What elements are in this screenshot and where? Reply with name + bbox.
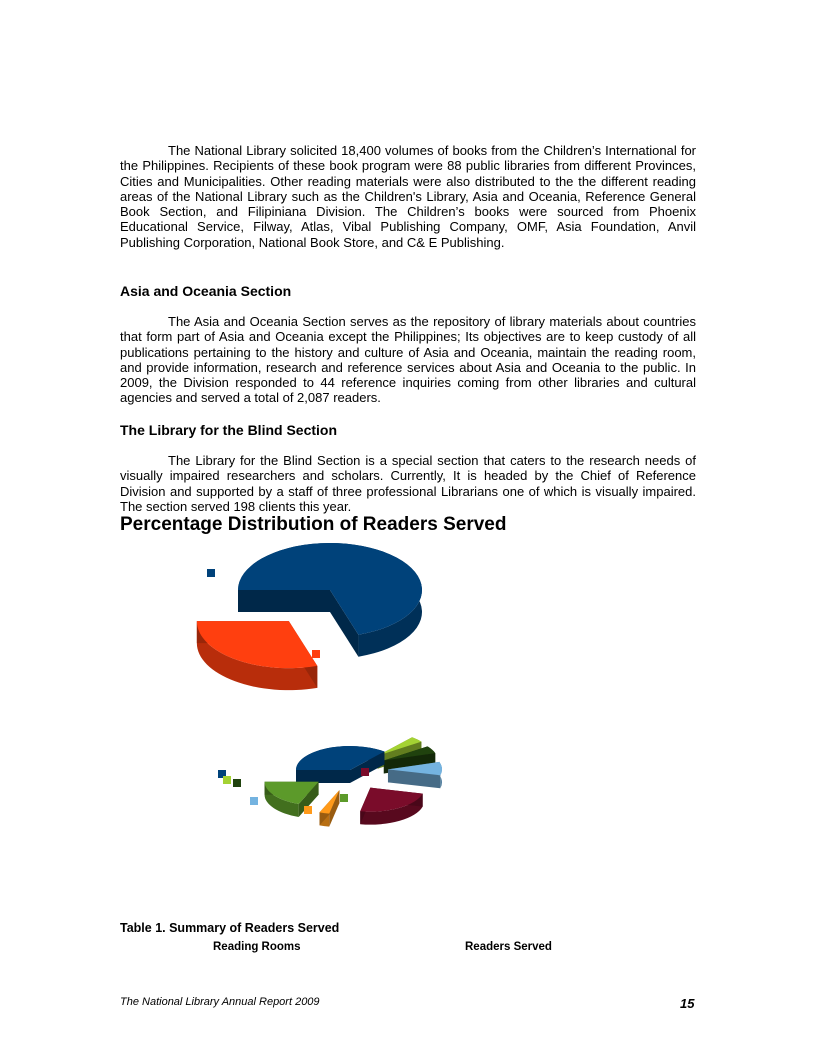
pie-slice-2-4: [388, 762, 442, 788]
legend-marker-1-2: [312, 650, 320, 658]
legend-marker-2-6: [304, 806, 312, 814]
pie-slice-2-5: [360, 788, 422, 825]
page-number: 15: [680, 996, 695, 1011]
blind-section-paragraph: The Library for the Blind Section is a special section that caters to the research needs of visually impaired researchers and scholars. Currently, It is headed by the Chief of Reference Division and supported by a staff of three professional Librarians one of which is visually impaired. The section served 198 clients this year.: [120, 453, 696, 514]
pie-slice-2-3: [384, 746, 435, 773]
pie-slice-1-2: [197, 621, 317, 690]
column-header-reading-rooms: Reading Rooms: [213, 941, 301, 953]
footer-report-title: The National Library Annual Report 2009: [120, 996, 320, 1008]
table-caption: Table 1. Summary of Readers Served: [120, 921, 340, 935]
chart-title: Percentage Distribution of Readers Served: [120, 514, 507, 535]
pie-slice-2-2: [378, 737, 422, 768]
pie-slice-2-7: [265, 782, 319, 817]
legend-marker-2-5: [361, 768, 369, 776]
legend-marker-2-7: [340, 794, 348, 802]
pie-slice-1-1: [238, 543, 422, 657]
legend-marker-2-1: [218, 770, 226, 778]
blind-section-heading: The Library for the Blind Section: [120, 422, 338, 438]
pie-slice-2-6: [320, 790, 340, 827]
asia-oceania-paragraph: The Asia and Oceania Section serves as the repository of library materials about countries that form part of Asia and Oceania except the Philippines; Its objectives are to keep custody of all publications pertaining to the history and culture of Asia and Oceania, maintain the reading room, and provide information, research and reference services about Asia and Oceania to the public. In 2009, the Division responded to 44 reference inquiries coming from other libraries and cultural agencies and served a total of 2,087 readers.: [120, 314, 696, 406]
legend-marker-2-2: [223, 776, 231, 784]
pie-slice-2-1: [296, 746, 384, 783]
pie-chart-1: [197, 543, 422, 690]
intro-paragraph: The National Library solicited 18,400 volumes of books from the Children’s International for the Philippines. Recipients of these book program were 88 public libraries from different Provinces, Cities and Municipalities. Other reading materials were also distributed to the the different reading areas of the National Library such as the Children's Library, Asia and Oceania, Reference General Book Section, and Filipiniana Division. The Children’s books were sourced from Phoenix Educational Service, Filway, Atlas, Vibal Publishing Company, OMF, Asia Foundation, Anvil Publishing Corporation, National Book Store, and C& E Publishing.: [120, 143, 696, 250]
legend-marker-1-1: [207, 569, 215, 577]
pie-chart-2: [218, 737, 442, 826]
legend-marker-2-4: [250, 797, 258, 805]
asia-oceania-heading: Asia and Oceania Section: [120, 283, 292, 299]
column-header-readers-served: Readers Served: [465, 941, 552, 953]
legend-marker-2-3: [233, 779, 241, 787]
